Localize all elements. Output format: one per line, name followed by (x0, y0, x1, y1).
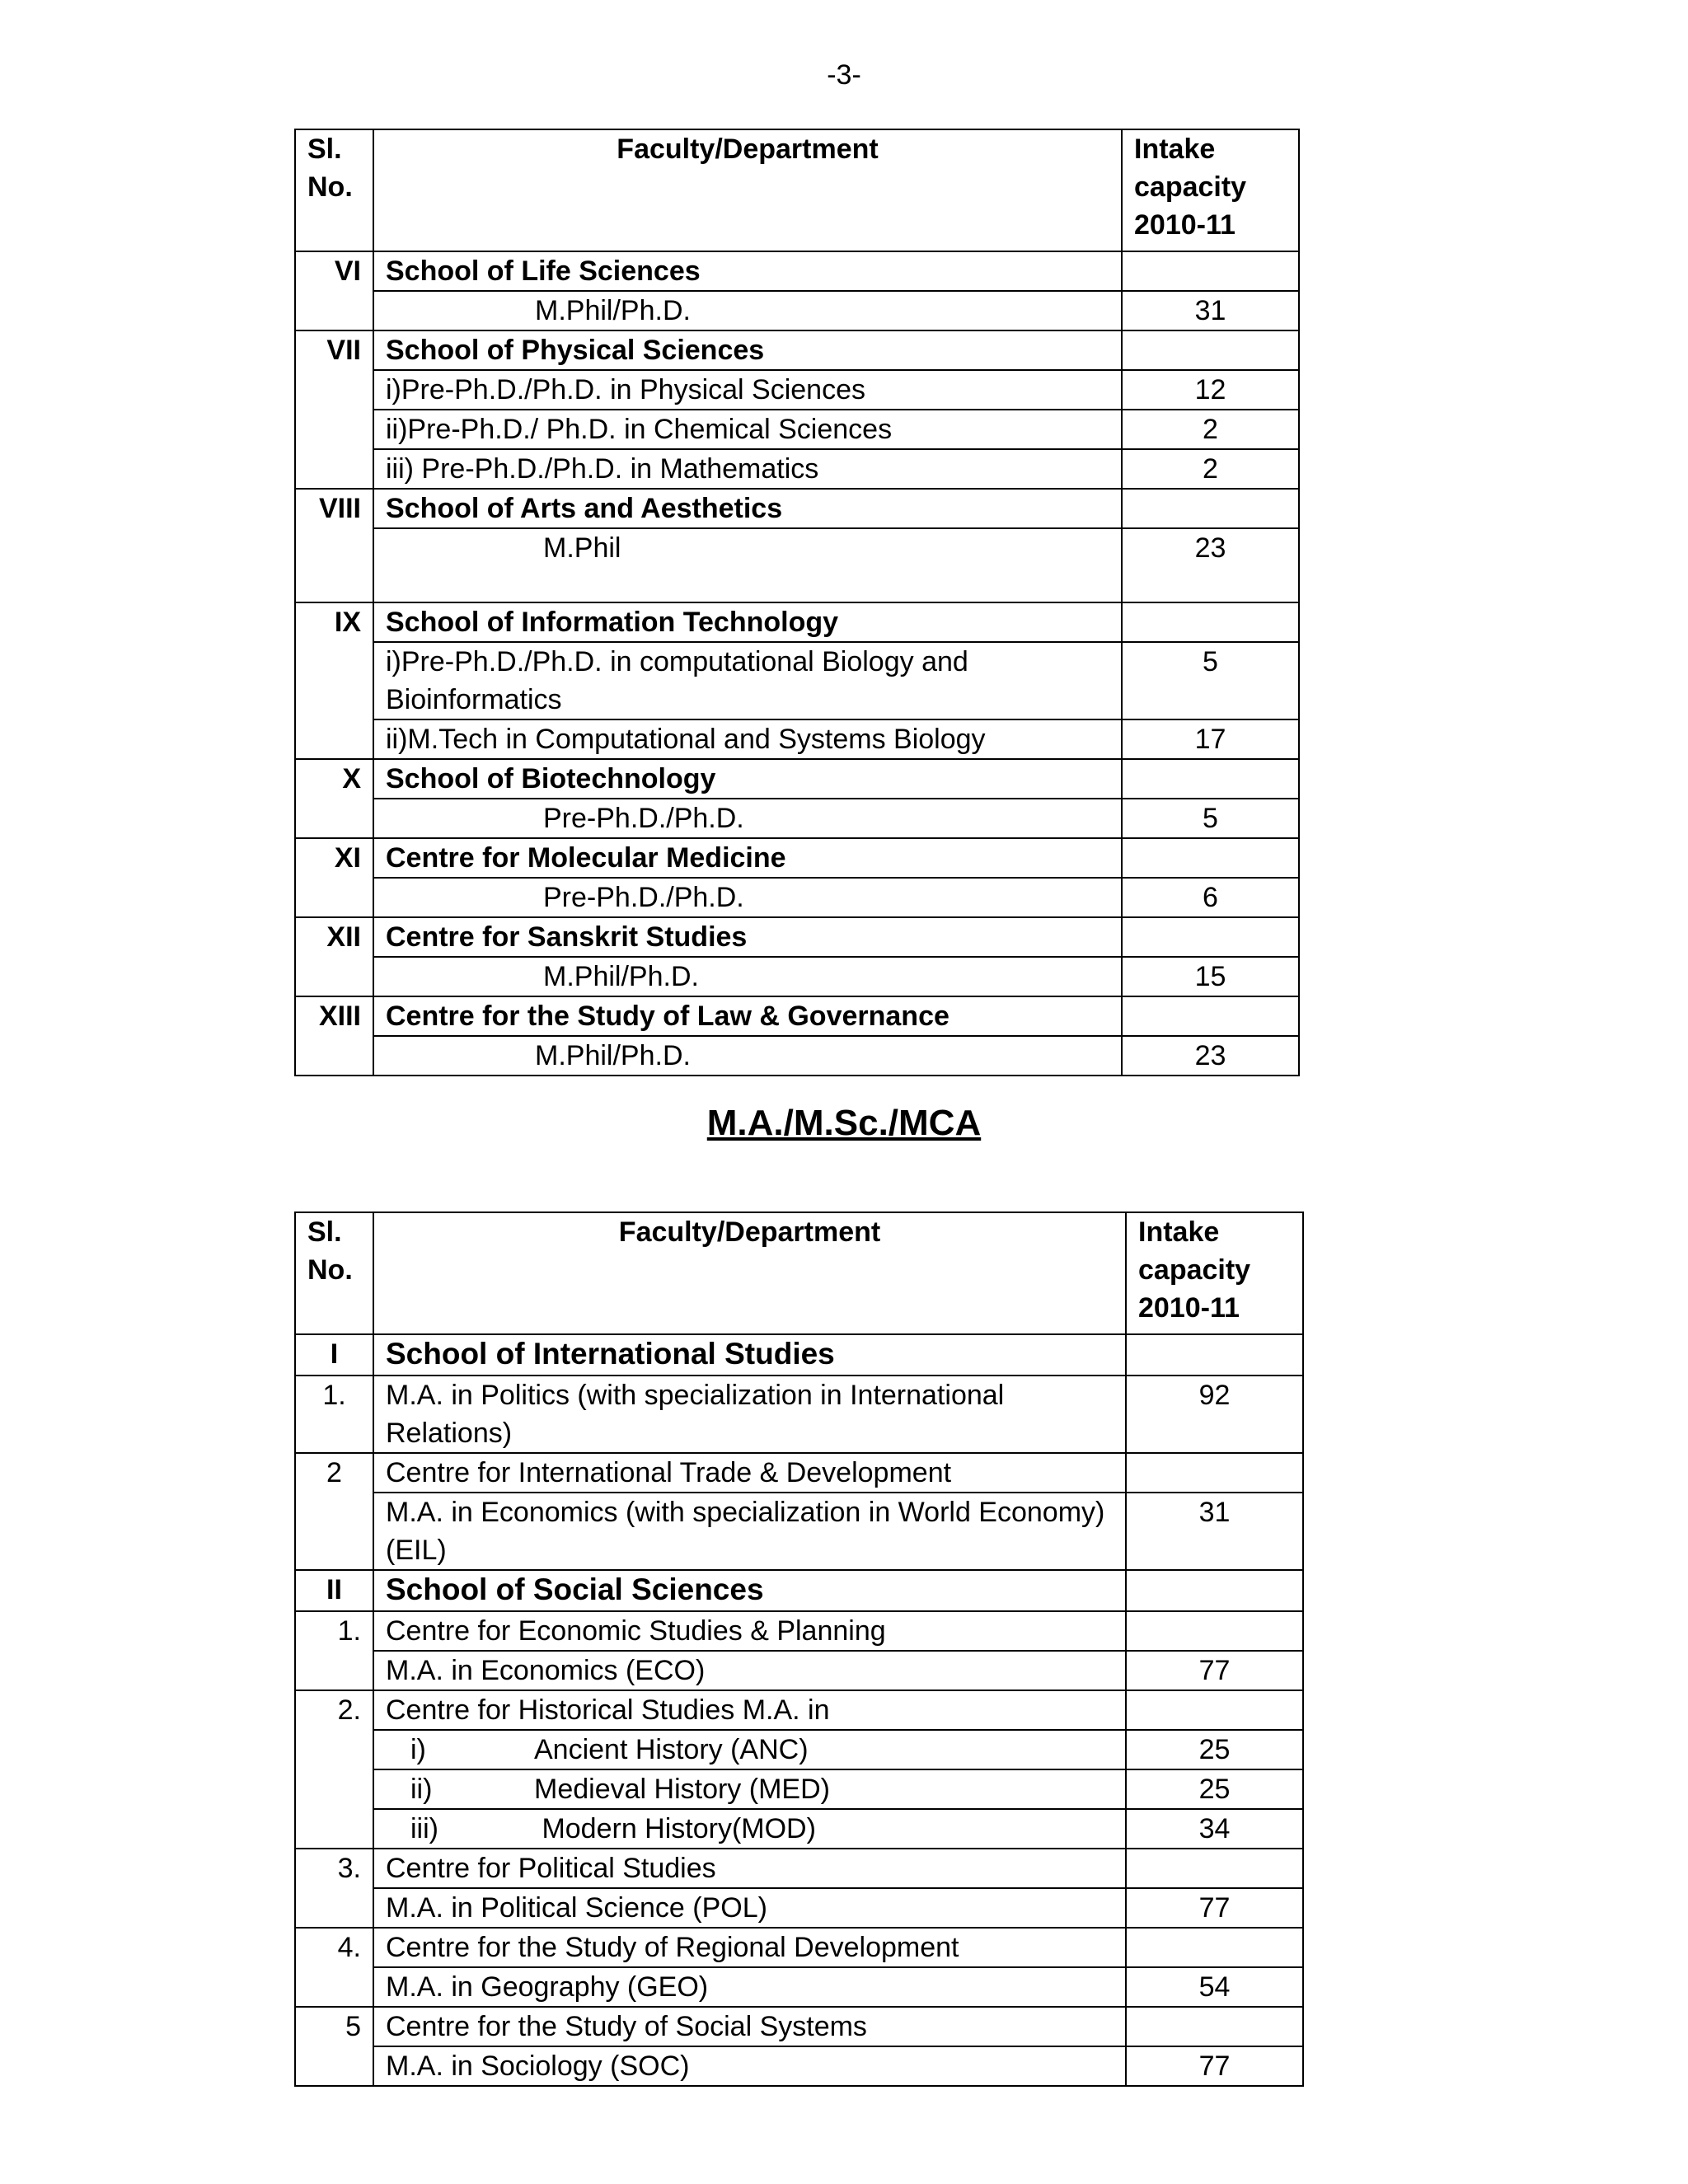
intake-header: Intake capacity 2010-11 (1122, 129, 1299, 251)
capacity-cell (1122, 917, 1299, 957)
table-row (295, 2007, 1303, 2046)
sl-no: 2. (295, 1690, 373, 1849)
section-title: M.A./M.Sc./MCA (706, 1103, 982, 1143)
table-row (295, 330, 1299, 370)
program-name: Ancient History (ANC) (534, 1734, 809, 1765)
school-name: School of Life Sciences (373, 251, 1122, 291)
capacity-value: 25 (1126, 1730, 1303, 1769)
table-row (295, 2046, 1303, 2086)
faculty-header: Faculty/Department (373, 1212, 1126, 1334)
sl-no: VII (295, 330, 373, 489)
intake-header: Intake capacity 2010-11 (1126, 1212, 1303, 1334)
table-row (295, 1849, 1303, 1888)
table-row (295, 251, 1299, 291)
program-name: Centre for International Trade & Development (373, 1453, 1126, 1493)
school-name: Centre for the Study of Law & Governance (373, 996, 1122, 1036)
program-cell (373, 1769, 1126, 1809)
capacity-value: 17 (1122, 719, 1299, 759)
sub-index: ii) (410, 1774, 433, 1805)
table-row (295, 1570, 1303, 1611)
table-row (295, 1690, 1303, 1730)
sl-no: XI (295, 838, 373, 917)
program-name: i)Pre-Ph.D./Ph.D. in computational Biology and Bioinformatics (373, 642, 1122, 719)
capacity-cell (1122, 330, 1299, 370)
program-name: i)Pre-Ph.D./Ph.D. in Physical Sciences (373, 370, 1122, 410)
capacity-value: 31 (1122, 291, 1299, 330)
program-name: Centre for Economic Studies & Planning (373, 1611, 1126, 1651)
sl-no: 2 (295, 1453, 373, 1570)
table-row (295, 799, 1299, 838)
sub-index: i) (410, 1734, 426, 1765)
program-name: Centre for Political Studies (373, 1849, 1126, 1888)
capacity-cell (1126, 1453, 1303, 1493)
program-name: iii) Pre-Ph.D./Ph.D. in Mathematics (373, 449, 1122, 489)
table-row (295, 370, 1299, 410)
program-cell (373, 1730, 1126, 1769)
capacity-cell (1126, 1690, 1303, 1730)
sl-no: XIII (295, 996, 373, 1076)
capacity-value: 77 (1126, 1651, 1303, 1690)
table-row (295, 1809, 1303, 1849)
sl-no: VIII (295, 489, 373, 602)
capacity-cell (1122, 489, 1299, 528)
capacity-value: 54 (1126, 1967, 1303, 2007)
table-row (295, 838, 1299, 878)
program-name: M.Phil/Ph.D. (373, 1036, 1122, 1076)
table-row (295, 1888, 1303, 1928)
capacity-value: 31 (1126, 1493, 1303, 1570)
school-name: School of Arts and Aesthetics (373, 489, 1122, 528)
capacity-cell (1126, 1849, 1303, 1888)
sl-no: I (295, 1334, 373, 1376)
sl-no: X (295, 759, 373, 838)
table-row (295, 1967, 1303, 2007)
table-row (295, 1769, 1303, 1809)
program-name: ii)Pre-Ph.D./ Ph.D. in Chemical Sciences (373, 410, 1122, 449)
program-name: Centre for Historical Studies M.A. in (373, 1690, 1126, 1730)
program-name: M.Phil/Ph.D. (373, 957, 1122, 996)
faculty-header: Faculty/Department (373, 129, 1122, 251)
capacity-value: 5 (1122, 799, 1299, 838)
table-header-row (295, 1212, 1303, 1334)
program-name: M.A. in Sociology (SOC) (373, 2046, 1126, 2086)
capacity-value: 2 (1122, 410, 1299, 449)
table-row (295, 1036, 1299, 1076)
table-row (295, 602, 1299, 642)
table-row (295, 1730, 1303, 1769)
page-number: -3- (827, 59, 861, 91)
table-row (295, 528, 1299, 602)
sl-no-header: Sl. No. (295, 1212, 373, 1334)
program-name: Centre for the Study of Regional Development (373, 1928, 1126, 1967)
school-name: School of Biotechnology (373, 759, 1122, 799)
program-name: Centre for the Study of Social Systems (373, 2007, 1126, 2046)
program-name: M.Phil/Ph.D. (373, 291, 1122, 330)
table-row (295, 719, 1299, 759)
sl-no: 1. (295, 1376, 373, 1453)
intake-table-ma-msc-mca (294, 1212, 1304, 2087)
table-row (295, 957, 1299, 996)
capacity-value: 92 (1126, 1376, 1303, 1453)
table-row (295, 1334, 1303, 1376)
table-row (295, 878, 1299, 917)
capacity-cell (1122, 838, 1299, 878)
capacity-cell (1122, 602, 1299, 642)
capacity-value: 34 (1126, 1809, 1303, 1849)
table-row (295, 1611, 1303, 1651)
capacity-value: 15 (1122, 957, 1299, 996)
table-row (295, 449, 1299, 489)
capacity-value: 23 (1122, 528, 1299, 602)
table-row (295, 1376, 1303, 1453)
program-name: Medieval History (MED) (534, 1774, 830, 1805)
table-row (295, 489, 1299, 528)
sl-no: 1. (295, 1611, 373, 1690)
sub-index: iii) (410, 1813, 438, 1844)
sl-no: VI (295, 251, 373, 330)
program-name: M.A. in Geography (GEO) (373, 1967, 1126, 2007)
program-name: M.A. in Political Science (POL) (373, 1888, 1126, 1928)
capacity-value: 77 (1126, 2046, 1303, 2086)
table-row (295, 410, 1299, 449)
program-name: M.A. in Politics (with specialization in International Relations) (373, 1376, 1126, 1453)
program-name: M.A. in Economics (with specialization in World Economy) (EIL) (373, 1493, 1126, 1570)
sl-no: 4. (295, 1928, 373, 2007)
table-row (295, 759, 1299, 799)
sl-no: 3. (295, 1849, 373, 1928)
sl-no: XII (295, 917, 373, 996)
capacity-value: 25 (1126, 1769, 1303, 1809)
table-row (295, 996, 1299, 1036)
capacity-cell (1126, 2007, 1303, 2046)
capacity-cell (1122, 759, 1299, 799)
capacity-cell (1126, 1570, 1303, 1611)
table-row (295, 1651, 1303, 1690)
table-row (295, 1453, 1303, 1493)
capacity-value: 5 (1122, 642, 1299, 719)
school-name: School of Social Sciences (373, 1570, 1126, 1611)
program-name: M.Phil (373, 528, 1122, 602)
capacity-cell (1126, 1611, 1303, 1651)
table-row (295, 1928, 1303, 1967)
intake-table-research (294, 129, 1300, 1076)
capacity-value: 6 (1122, 878, 1299, 917)
capacity-value: 12 (1122, 370, 1299, 410)
school-name: School of Information Technology (373, 602, 1122, 642)
sl-no-header: Sl. No. (295, 129, 373, 251)
capacity-value: 77 (1126, 1888, 1303, 1928)
capacity-cell (1126, 1334, 1303, 1376)
school-name: Centre for Sanskrit Studies (373, 917, 1122, 957)
program-name: Pre-Ph.D./Ph.D. (373, 878, 1122, 917)
program-name: Modern History(MOD) (534, 1813, 816, 1844)
capacity-value: 2 (1122, 449, 1299, 489)
school-name: School of International Studies (373, 1334, 1126, 1376)
capacity-value: 23 (1122, 1036, 1299, 1076)
table-header-row (295, 129, 1299, 251)
sl-no: IX (295, 602, 373, 759)
sl-no: II (295, 1570, 373, 1611)
program-name: ii)M.Tech in Computational and Systems Biology (373, 719, 1122, 759)
capacity-cell (1122, 996, 1299, 1036)
table-row (295, 291, 1299, 330)
table-row (295, 642, 1299, 719)
table-row (295, 1493, 1303, 1570)
sl-no: 5 (295, 2007, 373, 2086)
table-row (295, 917, 1299, 957)
program-name: M.A. in Economics (ECO) (373, 1651, 1126, 1690)
school-name: Centre for Molecular Medicine (373, 838, 1122, 878)
capacity-cell (1126, 1928, 1303, 1967)
capacity-cell (1122, 251, 1299, 291)
program-cell (373, 1809, 1126, 1849)
program-name: Pre-Ph.D./Ph.D. (373, 799, 1122, 838)
school-name: School of Physical Sciences (373, 330, 1122, 370)
